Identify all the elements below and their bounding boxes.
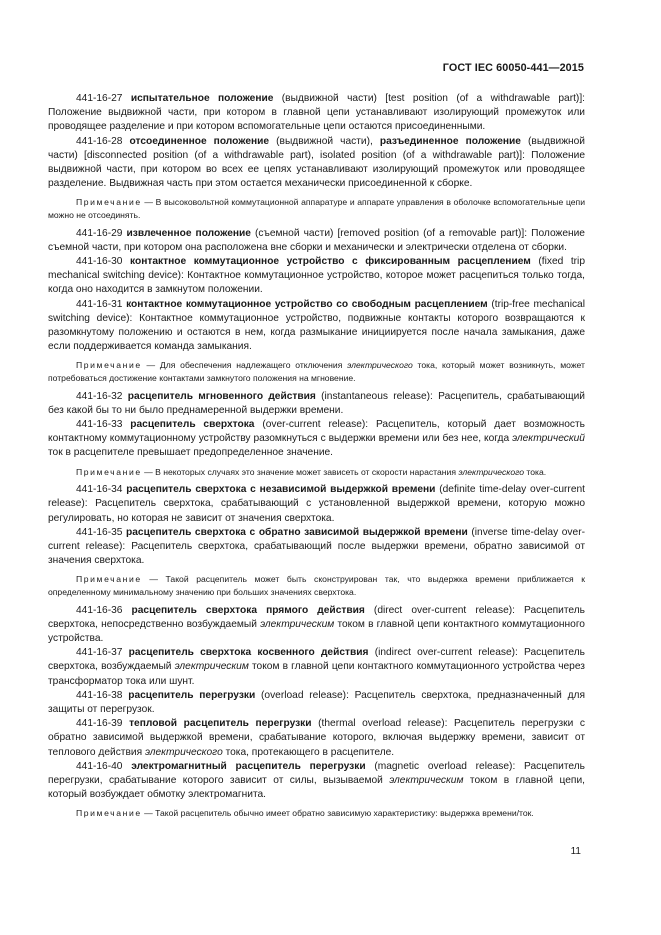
term-italic-word: электрическим (260, 618, 335, 630)
term-definition: (indirect over-current release): Расцепитель сверхтока, возбуждаемый (48, 647, 585, 673)
term-definition: (съемной части) [removed position (of a removable part)]: Положение съемной части, при котором она расположена вне сборки и механически и электрически отделена от сборки. (48, 227, 585, 253)
term-441-16-29 (48, 227, 585, 255)
note (48, 196, 585, 221)
term-441-16-31 (48, 298, 585, 355)
term-441-16-27 (48, 92, 585, 135)
term-definition: (выдвижной части) [test position (of a withdrawable part)]: Положение выдвижной части, при котором в главной цепи устанавливают изолирующий промежуток или проводящее разделение и при котором вспомогательные цепи остаются присоединенными. (48, 93, 585, 133)
note-text: — В высоковольтной коммутационной аппаратуре и аппарате управления в оболочке вспомогательные цепи можно не отсоединять. (48, 197, 585, 221)
term-definition: (trip-free mechanical switching device): Контактное коммутационное устройство, подвижные контакты которого возвращаются к разомкнутому положению и остаются в нем, когда размыкание инициируется после начала замыкания, даже если поддерживается команда замыкания. (48, 298, 585, 353)
term-definition-cont: током в главной цепи, который возбуждает обмотку электромагнита. (48, 775, 585, 801)
term-number: 441-16-34 (76, 484, 123, 496)
note (48, 807, 585, 820)
term-number: 441-16-38 (76, 689, 123, 701)
term-number: 441-16-35 (76, 526, 123, 538)
term-441-16-38 (48, 689, 585, 717)
note-text-cont: тока. (526, 466, 547, 477)
note-text-cont: тока, который может возникнуть, может потребоваться достижение контактами замкнутого положения на мгновение. (48, 360, 585, 384)
note-italic-word: электрического (347, 360, 413, 371)
term-italic-word: электрическим (174, 661, 249, 673)
term-qualifier: (выдвижной части), (276, 135, 373, 147)
term-number: 441-16-39 (76, 718, 123, 730)
term-441-16-30 (48, 255, 585, 298)
term-441-16-36 (48, 604, 585, 647)
term-definition: (instantaneous release): Расцепитель, срабатывающий без какой бы то ни было преднамеренной выдержки времени. (48, 390, 585, 416)
term-definition-cont: ток в расцепителе превышает предопределенное значение. (48, 447, 334, 459)
term-name: расцепитель сверхтока (130, 419, 255, 431)
term-441-16-34 (48, 483, 585, 526)
term-name: электромагнитный расцепитель перегрузки (131, 760, 366, 772)
term-441-16-40 (48, 760, 585, 803)
term-441-16-35 (48, 526, 585, 569)
term-name: расцепитель сверхтока с независимой выдержкой времени (126, 484, 436, 496)
term-441-16-37 (48, 646, 585, 689)
term-name: расцепитель перегрузки (128, 689, 256, 701)
term-number: 441-16-30 (76, 256, 123, 268)
term-italic-word: электрического (144, 746, 223, 758)
term-definition: (magnetic overload release): Расцепитель перегрузки, срабатывание которого зависит от силы, вызываемой (48, 760, 585, 787)
term-number: 441-16-27 (76, 93, 123, 104)
note-label: Примечание (76, 360, 142, 371)
term-441-16-33 (48, 418, 585, 461)
term-name: расцепитель сверхтока с обратно зависимой выдержкой времени (126, 526, 468, 538)
term-number: 441-16-36 (76, 604, 123, 616)
term-name: контактное коммутационное устройство с фиксированным расцеплением (130, 256, 531, 268)
document-body (48, 92, 585, 825)
note-label: Примечание (76, 466, 142, 477)
term-definition-cont: тока, протекающего в расцепителе. (225, 746, 395, 758)
term-definition-cont: током в главной цепи контактного коммутационного устройства. (48, 618, 585, 645)
term-name: расцепитель сверхтока прямого действия (131, 604, 365, 616)
term-number: 441-16-29 (76, 227, 123, 239)
term-number: 441-16-37 (76, 647, 123, 659)
note (48, 573, 585, 598)
note-label: Примечание (76, 197, 142, 208)
term-italic-word: электрическим (389, 775, 464, 787)
term-name: расцепитель мгновенного действия (127, 390, 316, 402)
note (48, 466, 585, 479)
term-name: тепловой расцепитель перегрузки (129, 718, 312, 730)
note-text: — Такой расцепитель может быть сконструирован так, что выдержка времени приближается к определенному минимальному значению при больших значениях сверхтока. (48, 574, 586, 598)
term-441-16-32 (48, 390, 585, 418)
term-number: 441-16-28 (76, 135, 123, 147)
page-number: 11 (570, 846, 581, 857)
term-definition: (over-current release): Расцепитель, который дает возможность контактному коммутационному устройству разомкнуться с выдержки времени или без нее, когда (48, 419, 585, 445)
term-definition: (fixed trip mechanical switching device): Контактное коммутационное устройство, которое может расцепиться только тогда, когда оно находится в замкнутом положении. (48, 256, 585, 296)
term-italic-word: электрический (512, 433, 585, 445)
term-name: испытательное положение (130, 93, 274, 104)
term-name: извлеченное положение (126, 227, 251, 239)
note-text: — В некоторых случаях это значение может зависеть от скорости нарастания (144, 466, 456, 477)
term-definition: (выдвижной части) [disconnected position (of a withdrawable part), isolated position (of a withdrawable part)]: Положение выдвижной части, при котором во всех ее цепях устанавливают изолирующий промежуток или проводящее разделение. Выдвижная часть при этом остается механически присоединенной к сборке. (48, 135, 586, 190)
term-definition-cont: током в главной цепи контактного коммутационного устройства через трансформатор тока или шунт. (48, 661, 585, 687)
note-label: Примечание (76, 574, 142, 585)
term-441-16-28 (48, 135, 585, 192)
term-name: расцепитель сверхтока косвенного действия (128, 647, 369, 659)
term-name: отсоединенное положение (129, 135, 270, 147)
term-number: 441-16-31 (76, 298, 123, 310)
term-definition: (thermal overload release): Расцепитель перегрузки с обратно зависимой выдержкой времени, срабатывание которого, включая выдержку времени, зависит от теплового действия (48, 718, 585, 758)
term-name-synonym: разъединенное положение (379, 135, 521, 147)
note-text: — Такой расцепитель обычно имеет обратно зависимую характеристику: выдержка времени/ток. (144, 808, 534, 819)
standard-header: ГОСТ IEC 60050-441—2015 (442, 62, 584, 74)
note-italic-word: электрического (458, 466, 525, 477)
term-definition: (inverse time-delay over-current release): Расцепитель сверхтока, срабатывающий после выдержки времени, обратно зависимой от значения сверхтока. (48, 526, 585, 567)
note-label: Примечание (76, 808, 142, 819)
note (48, 359, 585, 384)
term-definition: (definite time-delay over-current release): Расцепитель сверхтока, срабатывающий с установленной выдержкой времени, которую можно регулировать, но которая не зависит от значения сверхтока. (48, 484, 585, 524)
term-number: 441-16-32 (76, 390, 123, 402)
note-text: — Для обеспечения надлежащего отключения (146, 360, 343, 371)
term-definition: (direct over-current release): Расцепитель сверхтока, непосредственно возбуждаемый (48, 604, 585, 630)
term-name: контактное коммутационное устройство со свободным расцеплением (126, 298, 488, 310)
term-number: 441-16-40 (76, 760, 123, 772)
term-definition: (overload release): Расцепитель сверхтока, предназначенный для защиты от перегрузок. (48, 689, 585, 716)
term-441-16-39 (48, 717, 585, 760)
term-number: 441-16-33 (76, 419, 123, 431)
